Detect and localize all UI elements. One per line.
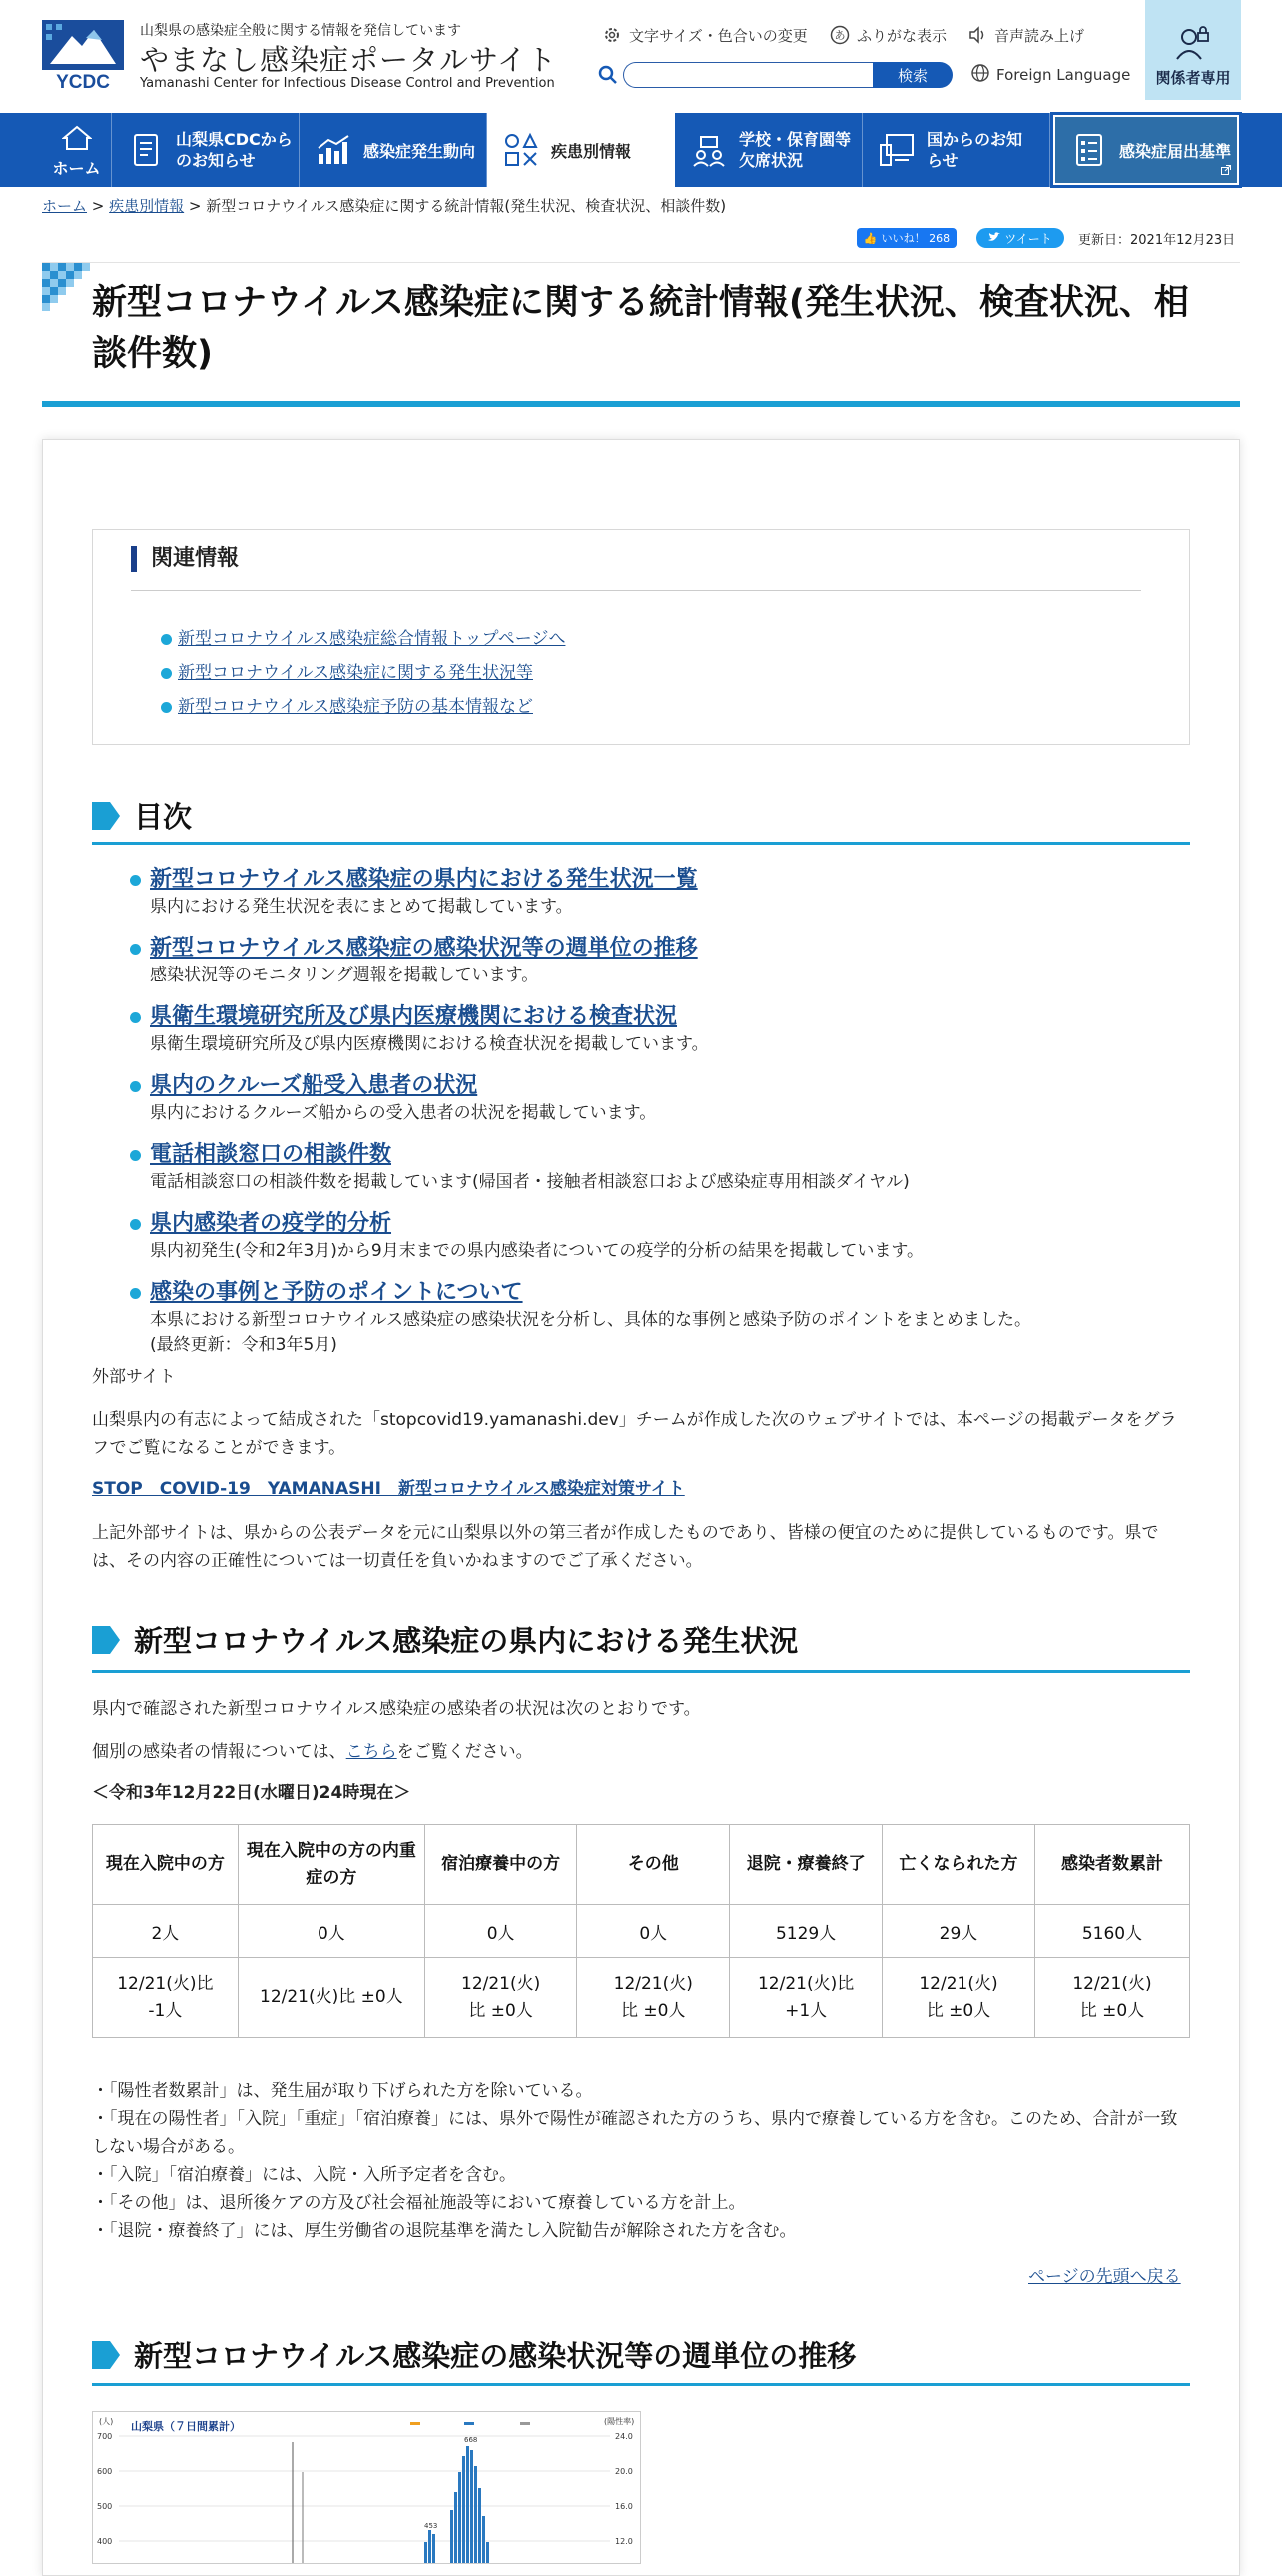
external-site-link-row (92, 1475, 1190, 1503)
individual-info-link[interactable]: こちら (345, 1742, 397, 1762)
tweet-button[interactable] (976, 228, 1064, 248)
tweet-label: ツイート (1004, 231, 1052, 246)
breadcrumb-separator: > (87, 197, 110, 215)
external-link-icon (1221, 160, 1231, 179)
nav-disease[interactable] (487, 113, 675, 187)
toc-item (130, 1002, 1188, 1057)
furigana-link[interactable] (829, 24, 947, 46)
site-subtitle-en: Yamanashi Center for Infectious Disease Control and Prevention (140, 76, 555, 91)
search-icon (595, 62, 621, 88)
table-cell: 5160人 (1034, 1905, 1189, 1958)
bullet-icon (130, 1219, 141, 1230)
nav-trend-label: 感染症発生動向 (363, 141, 476, 161)
y-tick-label: 500 (97, 2502, 113, 2511)
table-cell: 12/21(火)比 ±0人 (238, 1958, 424, 2038)
note-item: ・「陽性者数累計」は、発生届が取り下げられた方を除いている。 (92, 2081, 593, 2101)
individual-info-row (92, 1738, 1190, 1766)
chart-unit-right: (陽性率) (604, 2417, 635, 2426)
furigana-label: ふりがな表示 (857, 26, 948, 45)
status-table (92, 1824, 1190, 2038)
speaker-icon (966, 24, 988, 46)
nav-report-criteria[interactable] (1053, 115, 1239, 185)
note-item: ・「退院・療養終了」には、厚生労働省の退院基準を満たし入院勧告が解除された方を含む。 (92, 2221, 797, 2241)
house-icon (59, 122, 95, 154)
status-notes (92, 2077, 1190, 2245)
thumbs-up-icon: 👍 (863, 231, 878, 245)
font-color-setting-label: 文字サイズ・色合いの変更 (629, 26, 808, 45)
bullet-icon (130, 1012, 141, 1023)
table-header: 感染者数累計 (1034, 1825, 1189, 1905)
y-tick-label-right: 24.0 (615, 2432, 633, 2441)
note-item: ・「現在の陽性者」「入院」「重症」「宿泊療養」には、県外で陽性が確認された方のうち、県内で療養している方を含む。このため、合計が一致しない場合がある。 (92, 2109, 1178, 2157)
twitter-bird-icon (988, 231, 1000, 245)
title-corner-pattern-icon (42, 263, 90, 311)
chart-unit-left: (人) (99, 2417, 114, 2426)
facebook-like-label: いいね！ 268 (881, 232, 951, 245)
toc-link[interactable]: 県衛生環境研究所及び県内医療機関における検査状況 (150, 1004, 678, 1029)
site-search (595, 62, 953, 88)
toc-description: 県内におけるクルーズ船からの受入患者の状況を掲載しています。 (150, 1103, 657, 1123)
related-link[interactable]: 新型コロナウイルス感染症に関する発生状況等 (178, 663, 533, 683)
table-cell: 12/21(火)比 -1人 (93, 1958, 239, 2038)
shapes-icon (501, 130, 541, 170)
voice-reader-label: 音声読み上げ (994, 26, 1085, 45)
nav-trend[interactable] (300, 113, 487, 187)
breadcrumb-current: 新型コロナウイルス感染症に関する統計情報(発生状況、検査状況、相談件数) (206, 197, 727, 215)
main-content-panel (42, 439, 1240, 2576)
search-input[interactable] (623, 62, 873, 88)
svg-text:YCDC: YCDC (56, 72, 110, 92)
weekly-chart-svg (93, 2412, 641, 2564)
weekly-chart-image (92, 2411, 641, 2564)
font-color-setting-link[interactable] (601, 24, 808, 46)
back-to-top-link[interactable]: ページの先頭へ戻る (1028, 2267, 1181, 2287)
site-tagline: 山梨県の感染症全般に関する情報を発信しています (140, 23, 461, 39)
peak-label: 453 (424, 2522, 438, 2530)
document-icon (126, 130, 166, 170)
bullet-icon (130, 1081, 141, 1092)
toc-link[interactable]: 県内のクルーズ船受入患者の状況 (150, 1073, 478, 1098)
bullet-icon (130, 944, 141, 955)
status-heading-bar (92, 1610, 1190, 1673)
section-flag-icon (92, 2341, 120, 2369)
table-header: 退院・療養終了 (730, 1825, 883, 1905)
nav-national-label: 国からのお知らせ (927, 130, 1023, 170)
chart-bars (424, 2446, 489, 2564)
toc-item (130, 1278, 1188, 1358)
table-row (93, 1958, 1190, 2038)
page-title-box (42, 262, 1240, 407)
chart-legend (410, 2422, 530, 2425)
toc-item (130, 934, 1188, 988)
external-site-disclaimer: 上記外部サイトは、県からの公表データを元に山梨県以外の第三者が作成したものであり、皆様の便宜のために提供しているものです。県では、その内容の正確性については一切責任を負いかねますのでご了承ください。 (92, 1523, 1159, 1571)
y-tick-label: 400 (97, 2537, 113, 2546)
toc-link[interactable]: 新型コロナウイルス感染症の県内における発生状況一覧 (150, 867, 698, 892)
table-cell: 12/21(火)比 ±0人 (425, 1958, 577, 2038)
breadcrumb-home-link[interactable]: ホーム (42, 197, 88, 215)
bullet-icon (161, 702, 172, 713)
voice-reader-link[interactable] (966, 24, 1084, 46)
staff-lock-icon (1173, 23, 1213, 67)
nav-report-criteria-label: 感染症届出基準 (1119, 141, 1232, 161)
status-intro: 県内で確認された新型コロナウイルス感染症の感染者の状況は次のとおりです。 (92, 1699, 701, 1719)
toc-item (130, 1140, 1188, 1195)
site-logo[interactable] (42, 20, 557, 92)
school-icon (689, 130, 729, 170)
toc-description: 感染状況等のモニタリング週報を掲載しています。 (150, 966, 539, 985)
globe-icon (970, 63, 990, 87)
nav-national[interactable] (863, 113, 1050, 187)
staff-only-label: 関係者専用 (1155, 69, 1231, 87)
y-tick-label: 600 (97, 2467, 113, 2476)
gear-icon (601, 24, 623, 46)
page-title: 新型コロナウイルス感染症に関する統計情報(発生状況、検査状況、相談件数) (92, 283, 1189, 374)
breadcrumb-separator: > (184, 197, 207, 215)
svg-text:あ: あ (834, 29, 846, 42)
table-header: その他 (577, 1825, 730, 1905)
bullet-icon (161, 668, 172, 679)
ycdc-logo-icon (42, 20, 124, 92)
table-header-row (93, 1825, 1190, 1905)
toc-item (130, 865, 1188, 920)
toc-description: 県内における発生状況を表にまとめて掲載しています。 (150, 897, 573, 917)
bullet-icon (161, 634, 172, 645)
weekly-heading-bar (92, 2326, 1190, 2386)
nav-home-label: ホーム (52, 158, 101, 178)
note-item: ・「その他」は、退所後ケアの方及び社会福祉施設等において療養している方を計上。 (92, 2193, 746, 2213)
toc-description: 県衛生環境研究所及び県内医療機関における検査状況を掲載しています。 (150, 1034, 709, 1054)
external-site-label: 外部サイト (92, 1367, 176, 1387)
updated-date: 更新日：2021年12月23日 (1078, 233, 1236, 248)
table-cell: 0人 (238, 1905, 424, 1958)
checklist-icon (1069, 130, 1109, 170)
related-info-divider (131, 590, 1141, 591)
breadcrumb (42, 195, 726, 216)
chart-title: 山梨県（７日間累計） (131, 2420, 241, 2433)
table-cell: 12/21(火)比 +1人 (730, 1958, 883, 2038)
toc-description: 電話相談窓口の相談件数を掲載しています(帰国者・接触者相談窓口および感染症専用相談ダイヤル) (150, 1172, 910, 1192)
bar-chart-icon (314, 130, 353, 170)
y-tick-label-right: 20.0 (615, 2467, 633, 2476)
related-link-item (161, 622, 565, 656)
site-header (0, 0, 1282, 113)
nav-home[interactable] (42, 113, 112, 187)
table-cell: 29人 (883, 1905, 1035, 1958)
related-link-item (161, 656, 565, 690)
nav-disease-label: 疾患別情報 (551, 141, 632, 161)
toc-description-note: (最終更新：令和3年5月) (150, 1335, 337, 1355)
note-item: ・「入院」「宿泊療養」には、入院・入所予定者を含む。 (92, 2165, 516, 2185)
computer-icon (877, 130, 917, 170)
furigana-icon (829, 24, 851, 46)
toc-link[interactable]: 県内感染者の疫学的分析 (150, 1211, 392, 1236)
y-tick-label-right: 12.0 (615, 2537, 633, 2546)
related-link[interactable]: 新型コロナウイルス感染症予防の基本情報など (178, 697, 533, 717)
y-tick-label-right: 16.0 (615, 2502, 633, 2511)
table-cell: 12/21(火)比 ±0人 (1034, 1958, 1189, 2038)
toc-heading-bar (92, 789, 1190, 845)
site-title: やまなし感染症ポータルサイト (140, 43, 557, 77)
related-info-heading: 関連情報 (131, 546, 239, 572)
toc-item (130, 1209, 1188, 1264)
related-link[interactable]: 新型コロナウイルス感染症総合情報トップページへ (178, 629, 566, 649)
breadcrumb-disease-link[interactable]: 疾患別情報 (109, 197, 185, 215)
external-site-description: 山梨県内の有志によって結成された「stopcovid19.yamanashi.dev」チームが作成した次のウェブサイトでは、本ページの掲載データをグラフでご覧になることができます。 (92, 1410, 1177, 1458)
individual-info-prefix: 個別の感染者の情報については、 (92, 1742, 346, 1762)
toc-link[interactable]: 感染の事例と予防のポイントについて (150, 1280, 523, 1305)
table-header: 現在入院中の方 (93, 1825, 239, 1905)
table-header: 宿泊療養中の方 (425, 1825, 577, 1905)
foreign-language-label: Foreign Language (996, 66, 1131, 84)
table-cell: 12/21(火)比 ±0人 (577, 1958, 730, 2038)
external-site-link[interactable]: STOP COVID-19 YAMANASHI 新型コロナウイルス感染症対策サイト (92, 1479, 685, 1499)
global-nav (0, 113, 1282, 187)
table-header: 現在入院中の方の内重症の方 (238, 1825, 424, 1905)
peak-label: 668 (464, 2436, 478, 2444)
weekly-heading: 新型コロナウイルス感染症の感染状況等の週単位の推移 (134, 2339, 857, 2373)
table-cell: 0人 (425, 1905, 577, 1958)
toc-link[interactable]: 新型コロナウイルス感染症の感染状況等の週単位の推移 (150, 936, 698, 961)
status-as-of: ＜令和3年12月22日(水曜日)24時現在＞ (92, 1783, 411, 1803)
table-cell: 5129人 (730, 1905, 883, 1958)
bullet-icon (130, 1288, 141, 1299)
toc-item (130, 1071, 1188, 1126)
toc-heading: 目次 (134, 800, 193, 834)
table-header: 亡くなられた方 (883, 1825, 1035, 1905)
table-of-contents (130, 865, 1188, 1372)
related-info-box (92, 529, 1190, 745)
facebook-like-button[interactable] (857, 228, 957, 248)
bullet-icon (130, 1150, 141, 1161)
staff-only-button[interactable] (1145, 0, 1241, 100)
table-cell: 12/21(火)比 ±0人 (883, 1958, 1035, 2038)
nav-school-label: 学校・保育園等欠席状況 (739, 130, 852, 170)
related-link-item (161, 690, 565, 724)
search-button[interactable]: 検索 (873, 62, 953, 88)
y-tick-label: 700 (97, 2432, 113, 2441)
nav-cdc-news[interactable] (112, 113, 300, 187)
nav-cdc-news-label: 山梨県CDCからのお知らせ (176, 130, 293, 170)
nav-school[interactable] (675, 113, 863, 187)
toc-link[interactable]: 電話相談窓口の相談件数 (150, 1142, 392, 1167)
table-cell: 2人 (93, 1905, 239, 1958)
table-cell: 0人 (577, 1905, 730, 1958)
foreign-language-link[interactable] (970, 63, 1130, 87)
table-row (93, 1905, 1190, 1958)
section-flag-icon (92, 802, 120, 830)
toc-description: 県内初発生(令和2年3月)から9月末までの県内感染者についての疫学的分析の結果を掲載しています。 (150, 1241, 925, 1261)
individual-info-suffix: をご覧ください。 (396, 1742, 533, 1762)
bullet-icon (130, 875, 141, 886)
status-heading: 新型コロナウイルス感染症の県内における発生状況 (134, 1624, 799, 1658)
toc-description: 本県における新型コロナウイルス感染症の感染状況を分析し、具体的な事例と感染予防のポイントをまとめました。 (150, 1310, 1031, 1330)
section-flag-icon (92, 1626, 120, 1654)
